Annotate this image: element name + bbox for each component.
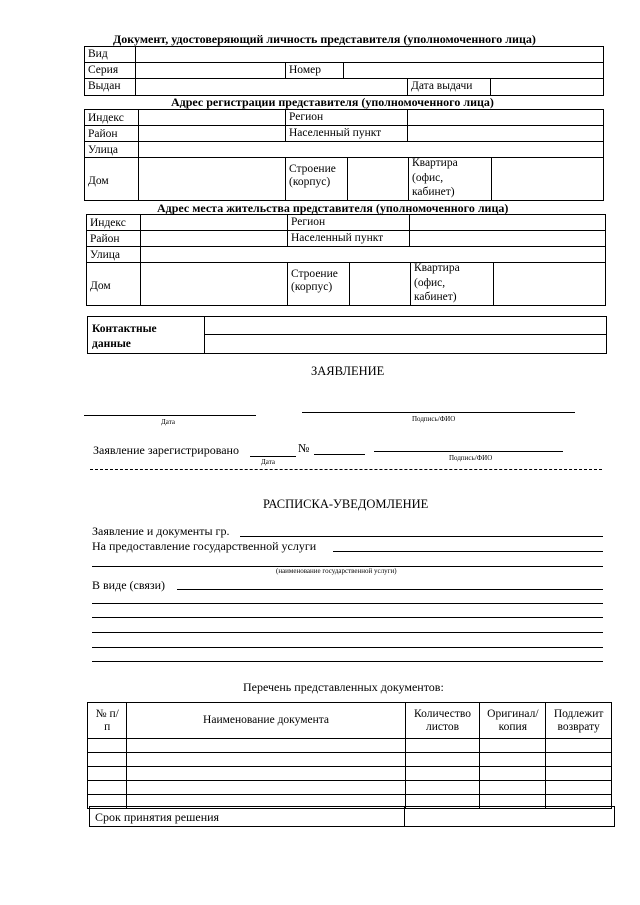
col-return-header: Подлежит возврату — [546, 703, 612, 739]
vid-label: Вид — [88, 48, 108, 60]
registered-sign-caption: Подпись/ФИО — [449, 454, 493, 462]
registered-date-line[interactable] — [250, 456, 296, 457]
reg-index-label: Индекс — [88, 112, 124, 124]
reg-region-label: Регион — [289, 111, 324, 123]
table-row[interactable] — [88, 739, 612, 753]
data-vydachi-label: Дата выдачи — [411, 80, 473, 92]
vydan-label: Выдан — [88, 80, 121, 92]
col-orig-header: Оригинал/ копия — [480, 703, 546, 739]
receipt-line2-field[interactable] — [333, 551, 603, 552]
receipt-title: РАСПИСКА-УВЕДОМЛЕНИЕ — [263, 497, 429, 511]
live-rayon-label: Район — [90, 233, 120, 245]
service-caption: (наименование государственной услуги) — [276, 567, 397, 575]
reg-address-table — [84, 109, 604, 201]
nomer-label: Номер — [289, 64, 321, 76]
live-ulitsa-label: Улица — [90, 249, 120, 261]
form-label: В виде (связи) — [92, 578, 166, 592]
live-dom-label: Дом — [90, 280, 111, 292]
cut-line — [90, 469, 602, 470]
statement-sign-line[interactable] — [302, 412, 575, 413]
rep-doc-title: Документ, удостоверяющий личность представителя (уполномоченного лица) — [113, 32, 536, 46]
seria-label: Серия — [88, 64, 119, 76]
form-line-5[interactable] — [92, 647, 603, 648]
reg-kvartira-label: Квартира (офис, кабинет) — [412, 157, 458, 198]
reg-ulitsa-label: Улица — [88, 144, 118, 156]
table-row[interactable] — [88, 753, 612, 767]
live-address-table — [86, 214, 606, 306]
docs-title: Перечень представленных документов: — [243, 680, 444, 694]
live-region-label: Регион — [291, 216, 326, 228]
live-punkt-label: Населенный пункт — [291, 232, 384, 244]
registered-number-line[interactable] — [314, 454, 365, 455]
reg-address-title: Адрес регистрации представителя (уполномоченного лица) — [171, 95, 494, 109]
rep-doc-table — [84, 46, 604, 96]
form-line-4[interactable] — [92, 632, 603, 633]
table-row[interactable] — [88, 767, 612, 781]
live-index-label: Индекс — [90, 217, 126, 229]
table-row[interactable] — [88, 781, 612, 795]
registered-date-caption: Дата — [261, 458, 275, 466]
reg-rayon-label: Район — [88, 128, 118, 140]
docs-table — [87, 702, 612, 809]
live-stroenie-label: Строение (корпус) — [291, 268, 338, 293]
col-count-header: Количество листов — [405, 703, 480, 739]
reg-punkt-label: Населенный пункт — [289, 127, 382, 139]
live-kvartira-label: Квартира (офис, кабинет) — [414, 262, 460, 303]
live-address-title: Адрес места жительства представителя (уполномоченного лица) — [157, 201, 509, 215]
receipt-line1-field[interactable] — [240, 536, 603, 537]
statement-date-line[interactable] — [84, 415, 256, 416]
form-line-2[interactable] — [92, 603, 603, 604]
form-field[interactable] — [177, 589, 603, 590]
statement-title: ЗАЯВЛЕНИЕ — [311, 364, 385, 378]
col-num-header: № п/п — [88, 703, 127, 739]
receipt-line2-label: На предоставление государственной услуги — [92, 539, 317, 553]
reg-stroenie-label: Строение (корпус) — [289, 163, 336, 188]
reg-dom-label: Дом — [88, 175, 109, 187]
contacts-label: Контактные данные — [92, 323, 157, 350]
registered-sign-line[interactable] — [374, 451, 563, 452]
form-line-3[interactable] — [92, 617, 603, 618]
decision-label: Срок принятия решения — [95, 810, 220, 824]
registered-number-sign: № — [298, 441, 310, 455]
form-line-6[interactable] — [92, 661, 603, 662]
decision-table — [89, 806, 615, 827]
contacts-table — [87, 316, 607, 354]
col-name-header: Наименование документа — [127, 703, 405, 739]
registered-label: Заявление зарегистрировано — [93, 443, 239, 457]
statement-date-caption: Дата — [161, 418, 175, 426]
statement-sign-caption: Подпись/ФИО — [412, 415, 456, 423]
receipt-line1-label: Заявление и документы гр. — [92, 524, 230, 538]
